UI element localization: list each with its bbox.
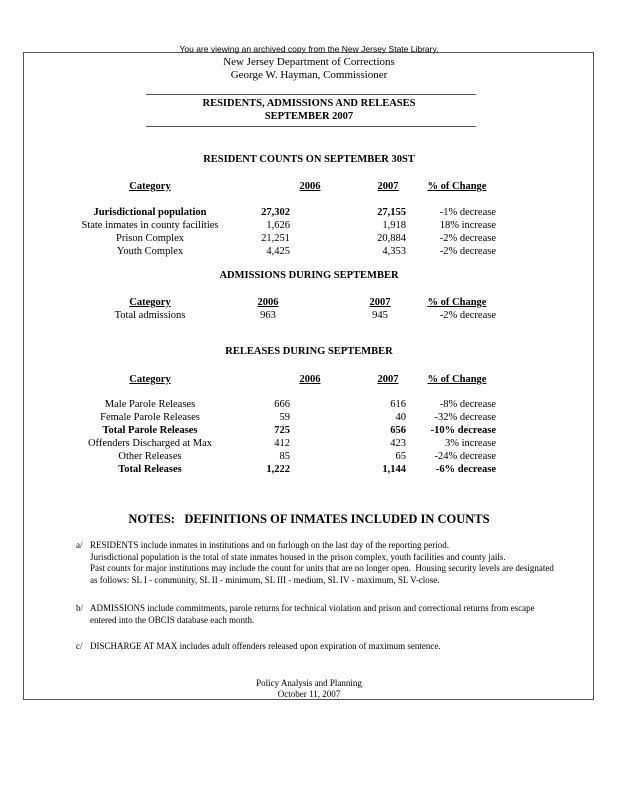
col-2007: 2007: [369, 297, 391, 308]
note-marker: b/: [76, 603, 84, 613]
report-title-line1: RESIDENTS, ADMISSIONS AND RELEASES: [202, 98, 416, 109]
title-rule-top: [146, 94, 476, 95]
table-row: Prison Complex 21,251 20,884 -2% decrease: [116, 233, 496, 244]
agency-header: [0, 56, 618, 82]
admissions-column-headers: [0, 296, 618, 309]
table-row: Other Releases 85 65 -24% decrease: [118, 451, 496, 462]
col-change: % of Change: [427, 297, 487, 308]
footer-office: Policy Analysis and Planning: [256, 678, 362, 688]
col-change: % of Change: [427, 374, 487, 385]
archive-banner: You are viewing an archived copy from the New Jersey State Library.: [179, 44, 439, 54]
col-2007: 2007: [377, 374, 399, 385]
note-marker: a/: [76, 540, 83, 550]
commissioner-name: George W. Hayman, Commissioner: [230, 69, 388, 81]
col-2007: 2007: [377, 181, 399, 192]
note-marker: c/: [76, 641, 83, 651]
report-footer: [0, 678, 618, 700]
col-2006: 2006: [299, 374, 321, 385]
notes-title: NOTES: DEFINITIONS OF INMATES INCLUDED IN COUNTS: [128, 512, 490, 526]
table-row: Youth Complex 4,425 4,353 -2% decrease: [116, 246, 496, 257]
report-title-line2: SEPTEMBER 2007: [264, 111, 354, 122]
admissions-heading: ADMISSIONS DURING SEPTEMBER: [219, 270, 399, 281]
col-2006: 2006: [299, 181, 321, 192]
table-row: Total Parole Releases 725 656 -10% decrease: [102, 425, 496, 436]
report-title: [0, 97, 618, 123]
agency-name: New Jersey Department of Corrections: [223, 56, 395, 68]
footer-date: October 11, 2007: [277, 689, 341, 699]
col-category: Category: [129, 374, 171, 385]
releases-heading: RELEASES DURING SEPTEMBER: [225, 346, 393, 357]
table-row: Female Parole Releases 59 40 -32% decrease: [100, 412, 496, 423]
residents-heading: RESIDENT COUNTS ON SEPTEMBER 30ST: [203, 154, 415, 165]
col-category: Category: [129, 181, 171, 192]
releases-column-headers: [0, 373, 618, 386]
table-row: Male Parole Releases 666 616 -8% decrease: [104, 399, 496, 410]
col-change: % of Change: [427, 181, 487, 192]
residents-column-headers: [0, 180, 618, 193]
table-row: Offenders Discharged at Max 412 423 3% increase: [87, 438, 496, 449]
table-row: State inmates in county facilities 1,626 1,918 18% increase: [81, 220, 496, 231]
col-category: Category: [129, 297, 171, 308]
col-2006: 2006: [257, 297, 279, 308]
table-row: Jurisdictional population 27,302 27,155 -1% decrease: [93, 207, 496, 218]
table-row: Total admissions 963 945 -2% decrease: [114, 310, 496, 321]
title-rule-bottom: [146, 126, 476, 127]
table-row: Total Releases 1,222 1,144 -6% decrease: [118, 464, 496, 475]
